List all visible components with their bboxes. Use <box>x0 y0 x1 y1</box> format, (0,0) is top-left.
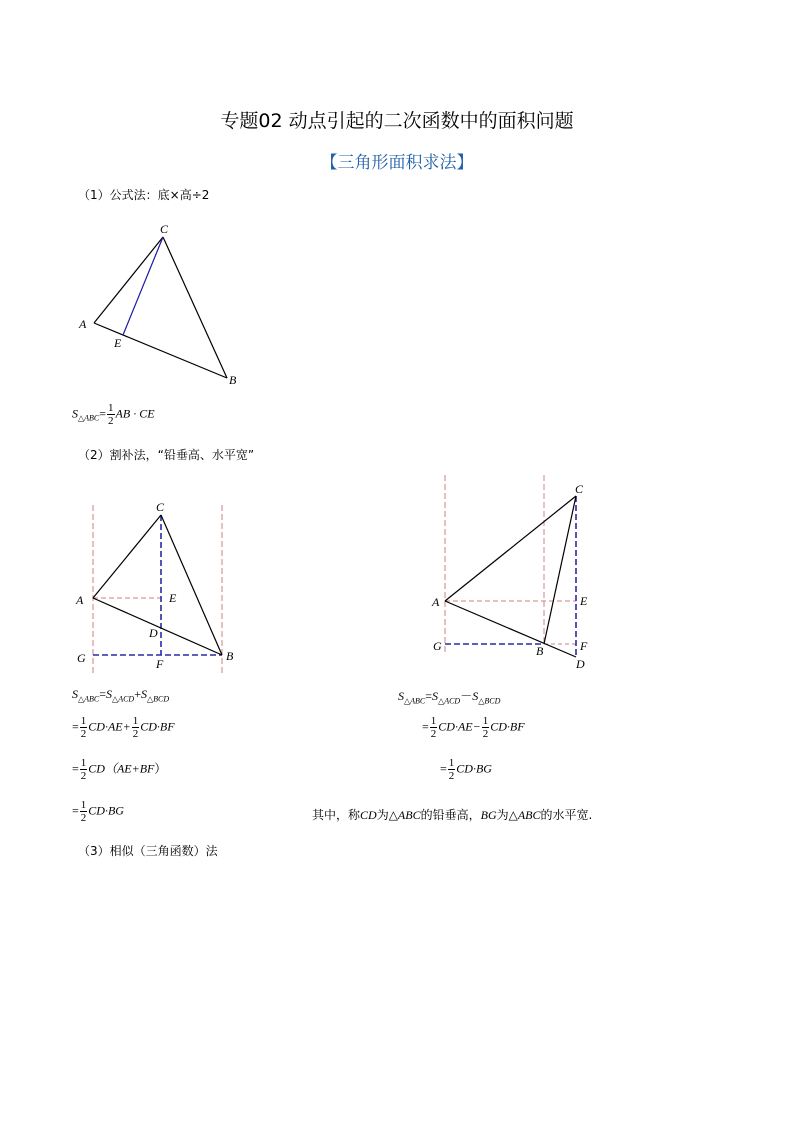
figure-split-difference <box>431 475 588 671</box>
label-F: F <box>580 639 588 653</box>
label-F: F <box>156 657 164 671</box>
label-B: B <box>226 649 234 663</box>
label-A: A <box>76 593 84 607</box>
right-formula-line1: $S_{\triangle ABC}=S_{\triangle ACD}-S_{\triangle BCD}$ <box>398 689 501 706</box>
segment-CB <box>163 237 227 378</box>
label-C: C <box>156 500 165 514</box>
label-E: E <box>580 594 588 608</box>
section-subtitle: 【三角形面积求法】 <box>320 153 474 173</box>
segment-AB <box>94 323 227 378</box>
segment-AD <box>445 601 576 657</box>
label-E: E <box>114 336 122 350</box>
right-formula-line2: = $\frac{1}{2}$ CD·AE− $\frac{1}{2}$ CD·BF <box>422 715 525 740</box>
label-C: C <box>160 222 169 236</box>
segment-AC <box>93 515 161 598</box>
figure-formula-triangle <box>78 222 237 387</box>
label-E: E <box>169 591 177 605</box>
left-formula-line1: $S_{\triangle ABC}=S_{\triangle ACD}+S_{\triangle BCD}$ <box>72 687 170 704</box>
definition-note: 其中，称CD为△ABC的铅垂高，BG为△ABC的水平宽. <box>312 808 593 822</box>
label-B: B <box>536 644 544 658</box>
label-G: G <box>77 651 86 665</box>
label-A: A <box>79 317 87 331</box>
section2-heading: （2）割补法，“铅垂高、水平宽” <box>78 448 255 462</box>
section1-heading: （1）公式法：底×高÷2 <box>78 188 210 202</box>
section3-heading: （3）相似（三角函数）法 <box>78 844 218 858</box>
left-formula-line2: = $\frac{1}{2}$ CD·AE+ $\frac{1}{2}$ CD·BF <box>72 715 175 740</box>
figure-split-sum <box>75 500 234 675</box>
page-title: 专题02 动点引起的二次函数中的面积问题 <box>220 110 574 132</box>
label-D: D <box>576 657 585 671</box>
label-G: G <box>433 639 442 653</box>
label-C: C <box>575 482 584 496</box>
segment-AC <box>94 237 163 323</box>
formula-area-abc: $S_{\triangle ABC}=$ $\frac{1}{2}$ AB · CE <box>72 402 155 427</box>
label-B: B <box>229 373 237 387</box>
segment-CE <box>123 237 163 335</box>
label-A: A <box>432 595 440 609</box>
right-formula-line3: = $\frac{1}{2}$ CD·BG <box>440 757 492 782</box>
left-formula-line3: = $\frac{1}{2}$ CD（AE+BF） <box>72 757 167 782</box>
label-D: D <box>149 626 158 640</box>
left-formula-line4: = $\frac{1}{2}$ CD·BG <box>72 799 124 824</box>
segment-CB <box>161 515 222 655</box>
